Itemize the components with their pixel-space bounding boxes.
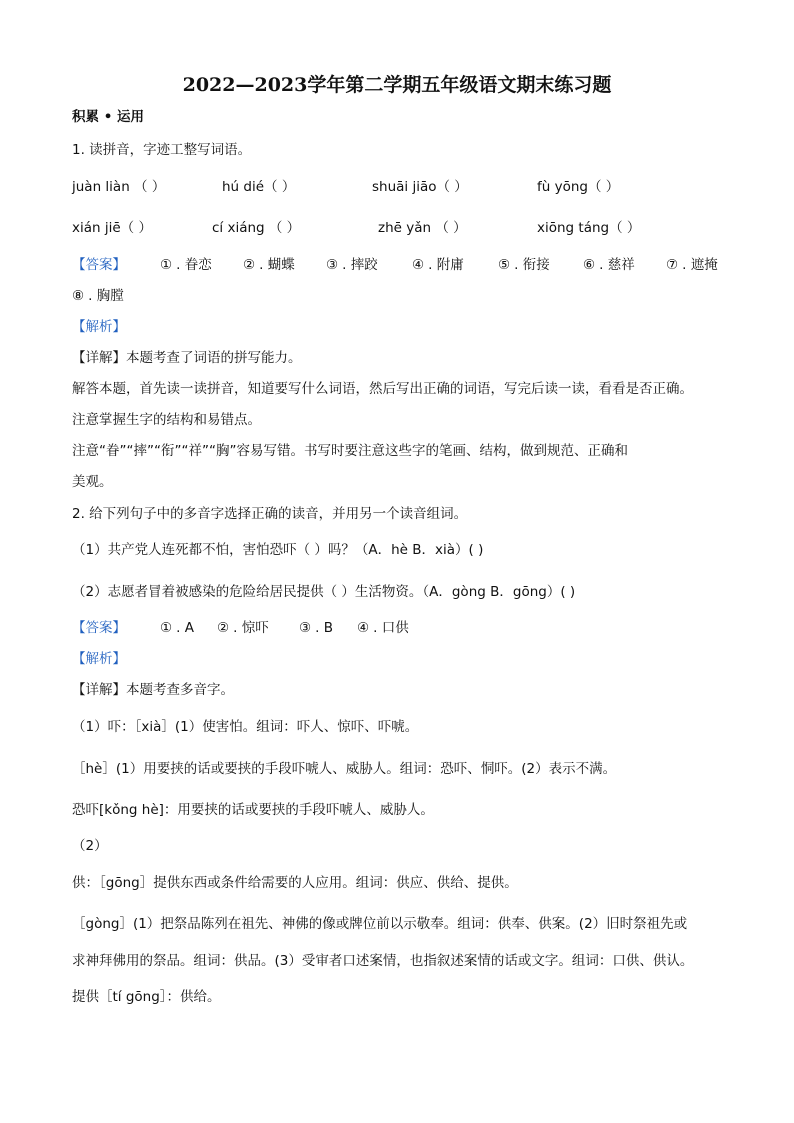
question-1-prompt: 1. 读拼音，字迹工整写词语。 xyxy=(72,142,252,158)
answer-item xyxy=(243,256,295,274)
detail-heading: 【详解】本题考查多音字。 xyxy=(72,682,234,698)
pinyin-item-5: xián jiē（ ） xyxy=(72,220,152,236)
answer-item xyxy=(583,256,635,274)
answer-text: . 衔接 xyxy=(514,257,550,273)
answer-item xyxy=(160,619,194,637)
answer-item xyxy=(412,256,464,274)
analysis-line: （2） xyxy=(72,838,108,854)
pinyin-item-4: fù yōng（ ） xyxy=(537,179,620,195)
pinyin-item-6: cí xiáng （ ） xyxy=(212,220,301,236)
answer-text: . 蝴蝶 xyxy=(259,257,295,273)
analysis-line: 注意“眷”“摔”“衔”“祥”“胸”容易写错。书写时要注意这些字的笔画、结构，做到规范、正确和 xyxy=(72,443,628,459)
answer-text: . 口供 xyxy=(373,620,409,636)
answer-text: . 惊吓 xyxy=(233,620,269,636)
analysis-line: 美观。 xyxy=(72,474,113,490)
answer-number: ③ xyxy=(299,620,312,636)
pinyin-item-8: xiōng táng（ ） xyxy=(537,220,641,236)
question-2-sentence-1: （1）共产党人连死都不怕，害怕恐吓（ ）吗？（A．hè B．xià）( ) xyxy=(72,542,484,558)
question-2-prompt: 2. 给下列句子中的多音字选择正确的读音，并用另一个读音组词。 xyxy=(72,506,468,522)
analysis-line: 注意掌握生字的结构和易错点。 xyxy=(72,412,261,428)
answer-item xyxy=(357,619,409,637)
answer-text: . 慈祥 xyxy=(599,257,635,273)
answer-number: ④ xyxy=(357,620,370,636)
answer-number: ② xyxy=(243,257,256,273)
answer-number: ⑤ xyxy=(498,257,511,273)
answer-tag: 【答案】 xyxy=(72,620,126,636)
answer-number: ⑧ xyxy=(72,288,85,304)
answer-item xyxy=(666,256,718,274)
answer-text: . B xyxy=(315,620,333,636)
answer-number: ① xyxy=(160,620,173,636)
answer-text: . 胸膛 xyxy=(88,288,124,304)
answer-item xyxy=(160,256,212,274)
analysis-line: 恐吓[kǒng hè]：用要挟的话或要挟的手段吓唬人、威胁人。 xyxy=(72,802,434,818)
pinyin-item-1: juàn liàn （ ） xyxy=(72,179,166,195)
answer-number: ⑦ xyxy=(666,257,679,273)
analysis-line: （1）吓：［xià］(1）使害怕。组词：吓人、惊吓、吓唬。 xyxy=(72,719,419,735)
answer-item xyxy=(217,619,269,637)
analysis-line: 求神拜佛用的祭品。组词：供品。(3）受审者口述案情，也指叙述案情的话或文字。组词：口供、供认。 xyxy=(72,953,694,969)
answer-item xyxy=(299,619,333,637)
analysis-line: ［hè］(1）用要挟的话或要挟的手段吓唬人、威胁人。组词：恐吓、恫吓。(2）表示不满。 xyxy=(72,761,617,777)
analysis-line: 解答本题，首先读一读拼音，知道要写什么词语，然后写出正确的词语，写完后读一读，看看是否正确。 xyxy=(72,381,693,397)
answer-item xyxy=(498,256,550,274)
answer-text: . A xyxy=(176,620,194,636)
answer-number: ② xyxy=(217,620,230,636)
answer-item xyxy=(72,287,124,305)
analysis-line: 提供［tí gōng］：供给。 xyxy=(72,989,221,1005)
answer-number: ① xyxy=(160,257,173,273)
detail-heading: 【详解】本题考查了词语的拼写能力。 xyxy=(72,350,302,366)
analysis-tag: 【解析】 xyxy=(72,651,126,667)
answer-item xyxy=(326,256,378,274)
pinyin-item-3: shuāi jiāo（ ） xyxy=(372,179,468,195)
answer-number: ③ xyxy=(326,257,339,273)
analysis-line: 供：［gōng］提供东西或条件给需要的人应用。组词：供应、供给、提供。 xyxy=(72,875,518,891)
answer-text: . 附庸 xyxy=(428,257,464,273)
answer-text: . 遮掩 xyxy=(682,257,718,273)
question-2-sentence-2: （2）志愿者冒着被感染的危险给居民提供（ ）生活物资。（A．gòng B．gōng）( ) xyxy=(72,584,576,600)
pinyin-item-2: hú dié（ ） xyxy=(222,179,296,195)
section-heading: 积累 • 运用 xyxy=(72,109,145,125)
analysis-line: ［gòng］(1）把祭品陈列在祖先、神佛的像或牌位前以示敬奉。组词：供奉、供案。(2）旧时祭祖先或 xyxy=(72,916,688,932)
answer-text: . 摔跤 xyxy=(342,257,378,273)
answer-tag: 【答案】 xyxy=(72,257,126,273)
answer-text: . 眷恋 xyxy=(176,257,212,273)
answer-number: ④ xyxy=(412,257,425,273)
pinyin-item-7: zhē yǎn （ ） xyxy=(378,220,467,236)
answer-number: ⑥ xyxy=(583,257,596,273)
page-title: 2022—2023学年第二学期五年级语文期末练习题 xyxy=(182,74,612,96)
analysis-tag: 【解析】 xyxy=(72,319,126,335)
